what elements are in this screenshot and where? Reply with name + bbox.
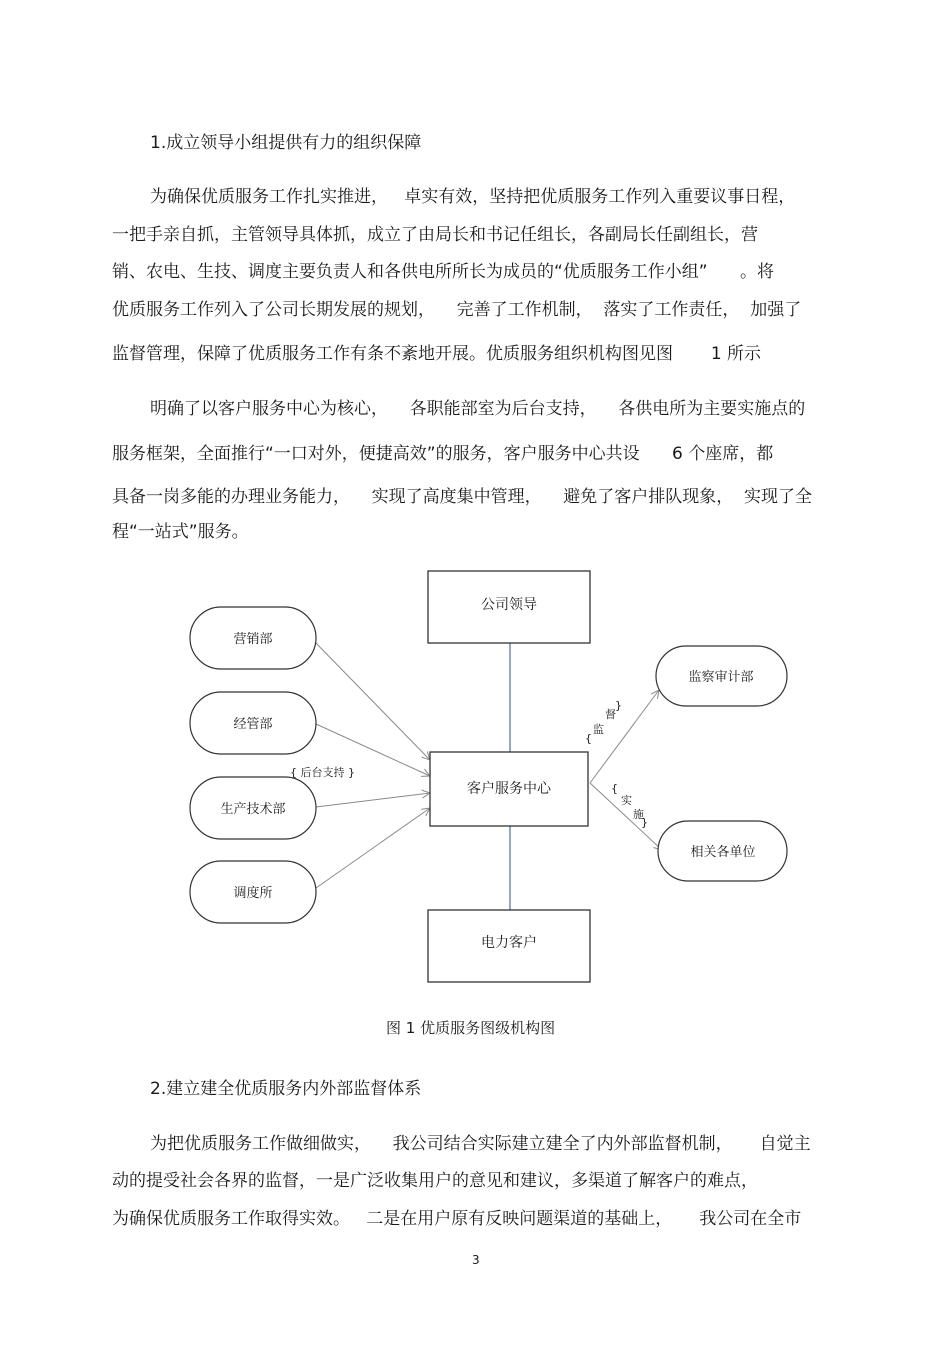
figure-caption: 图 1 优质服务图级机构图 [386, 1019, 556, 1037]
node-audit-label: 监察审计部 [688, 670, 754, 685]
paragraph-line: 优质服务工作列入了公司长期发展的规划， 完善了工作机制， 落实了工作责任， 加强了 [112, 300, 802, 320]
section2-heading: 2.建立建全优质服务内外部监督体系 [150, 1079, 422, 1099]
implement-label-2: 施 [633, 808, 644, 821]
supervise-label-1: 监 [593, 723, 604, 736]
node-units-label: 相关各单位 [690, 845, 756, 860]
paragraph-line: 服务框架，全面推行“一口对外，便捷高效”的服务，客户服务中心共设 6 个座席，都 [112, 444, 774, 464]
node-production-label: 生产技术部 [220, 802, 286, 817]
center-box-label: 客户服务中心 [467, 781, 551, 797]
arrow-audit [590, 690, 659, 783]
paragraph-line: 为确保优质服务工作取得实效。 二是在用户原有反映问题渠道的基础上， 我公司在全市 [112, 1209, 802, 1229]
node-dispatch-label: 调度所 [233, 886, 273, 901]
supervise-brace-open: { [585, 732, 592, 745]
implement-label-1: 实 [621, 794, 632, 807]
page-number: 3 [472, 1253, 480, 1267]
bottom-box-label: 电力客户 [481, 935, 537, 951]
node-marketing-label: 营销部 [233, 632, 273, 647]
supervise-brace-close: } [615, 699, 622, 712]
paragraph-line: 销、农电、生技、调度主要负责人和各供电所所长为成员的“优质服务工作小组” 。将 [112, 262, 775, 282]
implement-brace-open: { [611, 782, 618, 795]
supervise-label-2: 督 [605, 708, 616, 721]
arrow-marketing [313, 640, 430, 760]
paragraph-line: 具备一岗多能的办理业务能力， 实现了高度集中管理， 避免了客户排队现象， 实现了全 [112, 487, 813, 507]
paragraph-line: 明确了以客户服务中心为核心， 各职能部室为后台支持， 各供电所为主要实施点的 [150, 399, 806, 419]
paragraph-line: 为把优质服务工作做细做实， 我公司结合实际建立建全了内外部监督机制， 自觉主 [150, 1134, 811, 1154]
paragraph-line: 为确保优质服务工作扎实推进， 卓实有效，坚持把优质服务工作列入重要议事日程， [150, 187, 796, 207]
implement-brace-close: } [641, 816, 648, 829]
node-management-label: 经管部 [233, 717, 273, 732]
paragraph-line: 监督管理，保障了优质服务工作有条不紊地开展。优质服务组织机构图见图 1 所示 [112, 344, 762, 364]
top-box-label: 公司领导 [481, 597, 537, 613]
paragraph-line: 动的提受社会各界的监督，一是广泛收集用户的意见和建议，多渠道了解客户的难点， [112, 1171, 758, 1191]
arrow-production [316, 793, 430, 807]
section1-heading: 1.成立领导小组提供有力的组织保障 [150, 133, 422, 153]
arrow-dispatch [316, 808, 430, 888]
paragraph-line: 程“一站式”服务。 [112, 522, 249, 542]
paragraph-line: 一把手亲自抓，主管领导具体抓，成立了由局长和书记任组长，各副局长任副组长，营 [112, 225, 758, 245]
backend-support-label: { 后台支持 } [290, 766, 355, 779]
